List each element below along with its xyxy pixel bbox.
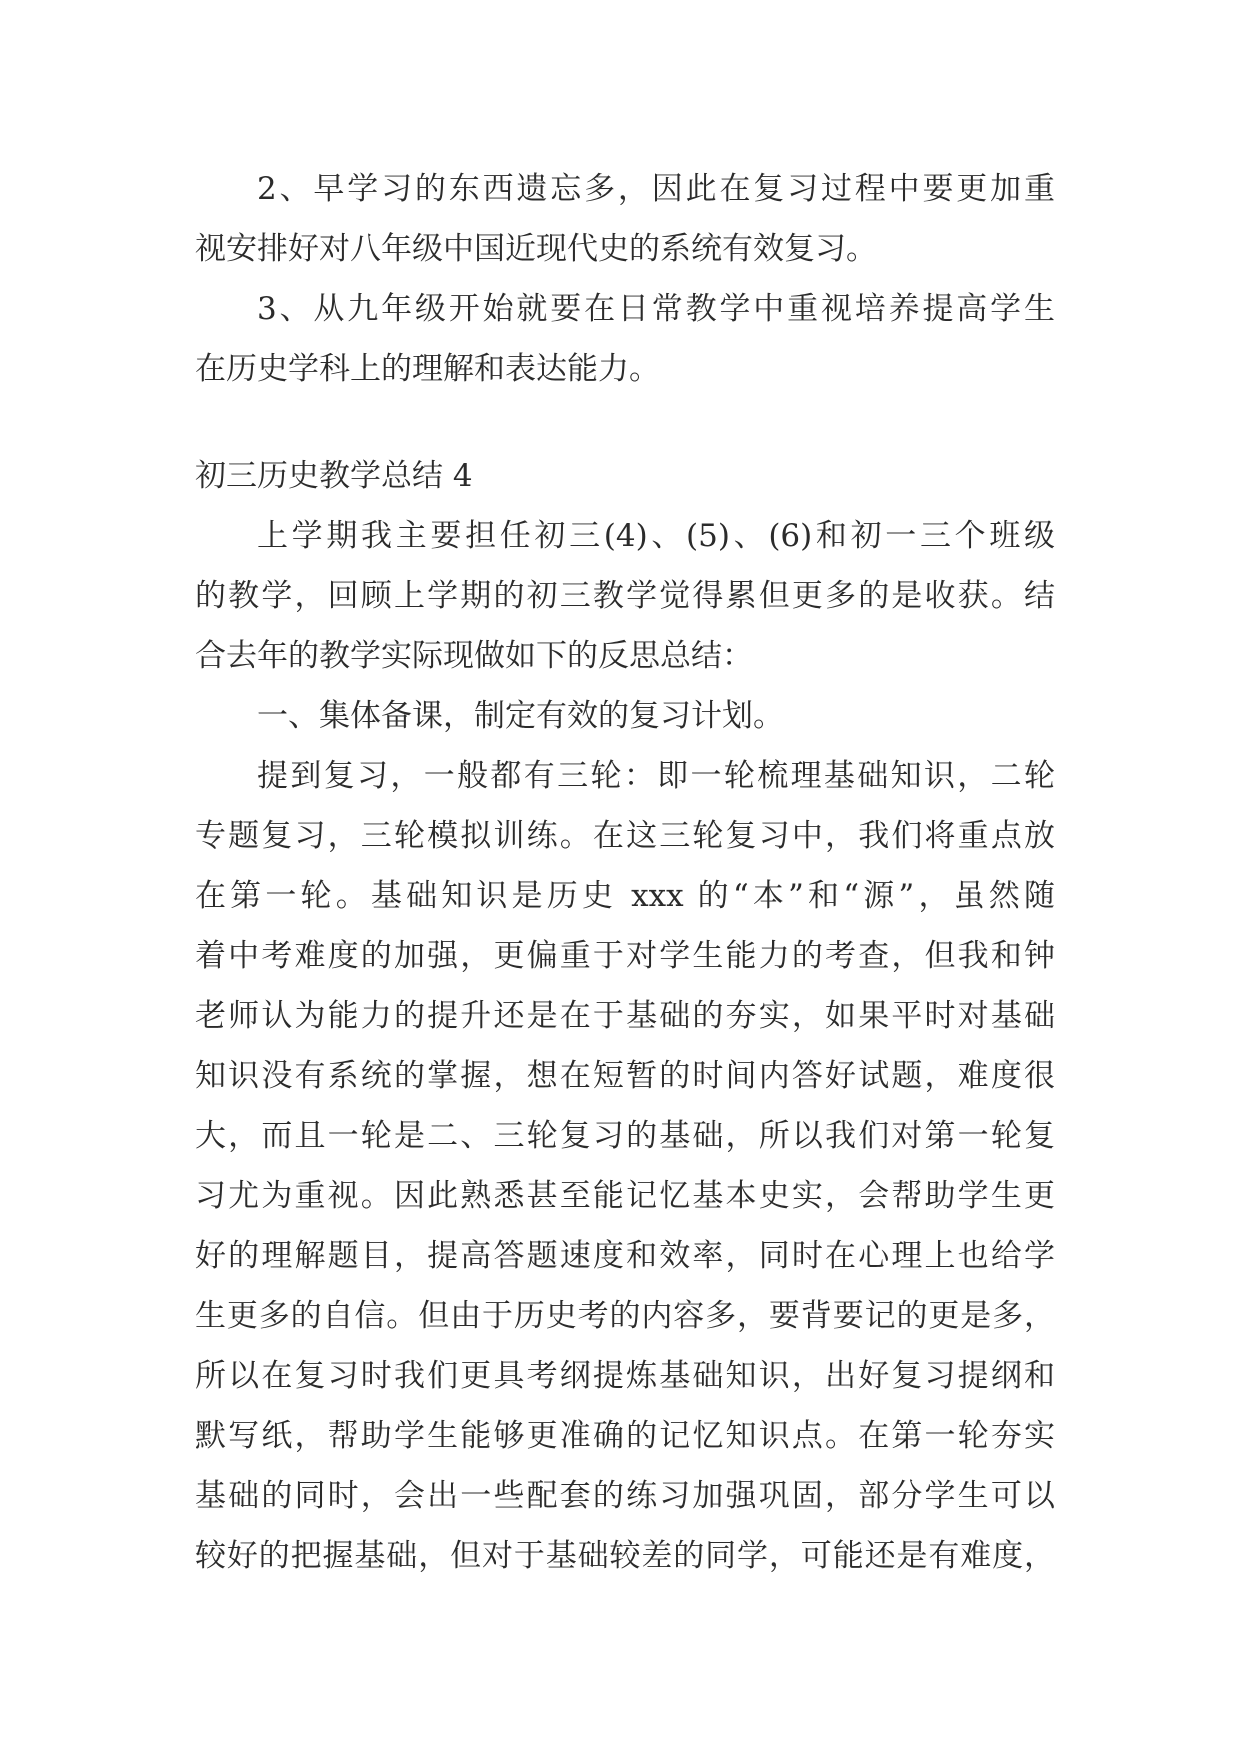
paragraph-line: 较好的把握基础，但对于基础较差的同学，可能还是有难度， [195, 1538, 1055, 1574]
section-heading: 初三历史教学总结 4 [195, 458, 473, 494]
paragraph-line: 基础的同时，会出一些配套的练习加强巩固，部分学生可以 [195, 1478, 1055, 1514]
paragraph [195, 279, 1055, 399]
paragraph-line: 一、集体备课，制定有效的复习计划。 [257, 698, 784, 734]
paragraph-line: 专题复习，三轮模拟训练。在这三轮复习中，我们将重点放 [195, 818, 1055, 854]
paragraph-line: 在历史学科上的理解和表达能力。 [195, 351, 660, 387]
paragraph [195, 159, 1055, 279]
paragraph-line: 3、从九年级开始就要在日常教学中重视培养提高学生 [257, 291, 1055, 327]
paragraph-line: 在第一轮。基础知识是历史 xxx 的“本”和“源”，虽然随 [195, 878, 1055, 914]
paragraph-line: 合去年的教学实际现做如下的反思总结： [195, 638, 753, 674]
paragraph-line: 视安排好对八年级中国近现代史的系统有效复习。 [195, 231, 877, 267]
paragraph [195, 686, 1055, 746]
paragraph-line: 知识没有系统的掌握，想在短暂的时间内答好试题，难度很 [195, 1058, 1055, 1094]
text-block-top [195, 159, 1055, 399]
paragraph-line: 好的理解题目，提高答题速度和效率，同时在心理上也给学 [195, 1238, 1055, 1274]
paragraph-line: 着中考难度的加强，更偏重于对学生能力的考查，但我和钟 [195, 938, 1055, 974]
paragraph-line: 上学期我主要担任初三(4)、(5)、(6)和初一三个班级 [257, 518, 1055, 554]
paragraph-line: 默写纸，帮助学生能够更准确的记忆知识点。在第一轮夯实 [195, 1418, 1055, 1454]
paragraph-line: 生更多的自信。但由于历史考的内容多，要背要记的更是多， [195, 1298, 1055, 1334]
paragraph [195, 746, 1055, 1586]
paragraph-line: 习尤为重视。因此熟悉甚至能记忆基本史实，会帮助学生更 [195, 1178, 1055, 1214]
paragraph-line: 2、早学习的东西遗忘多，因此在复习过程中要更加重 [257, 171, 1055, 207]
paragraph-line: 提到复习，一般都有三轮：即一轮梳理基础知识，二轮 [257, 758, 1055, 794]
paragraph-line: 大，而且一轮是二、三轮复习的基础，所以我们对第一轮复 [195, 1118, 1055, 1154]
paragraph-line: 的教学，回顾上学期的初三教学觉得累但更多的是收获。结 [195, 578, 1055, 614]
paragraph-line: 老师认为能力的提升还是在于基础的夯实，如果平时对基础 [195, 998, 1055, 1034]
text-block-main [195, 446, 1055, 1586]
paragraph [195, 506, 1055, 686]
paragraph-line: 所以在复习时我们更具考纲提炼基础知识，出好复习提纲和 [195, 1358, 1055, 1394]
